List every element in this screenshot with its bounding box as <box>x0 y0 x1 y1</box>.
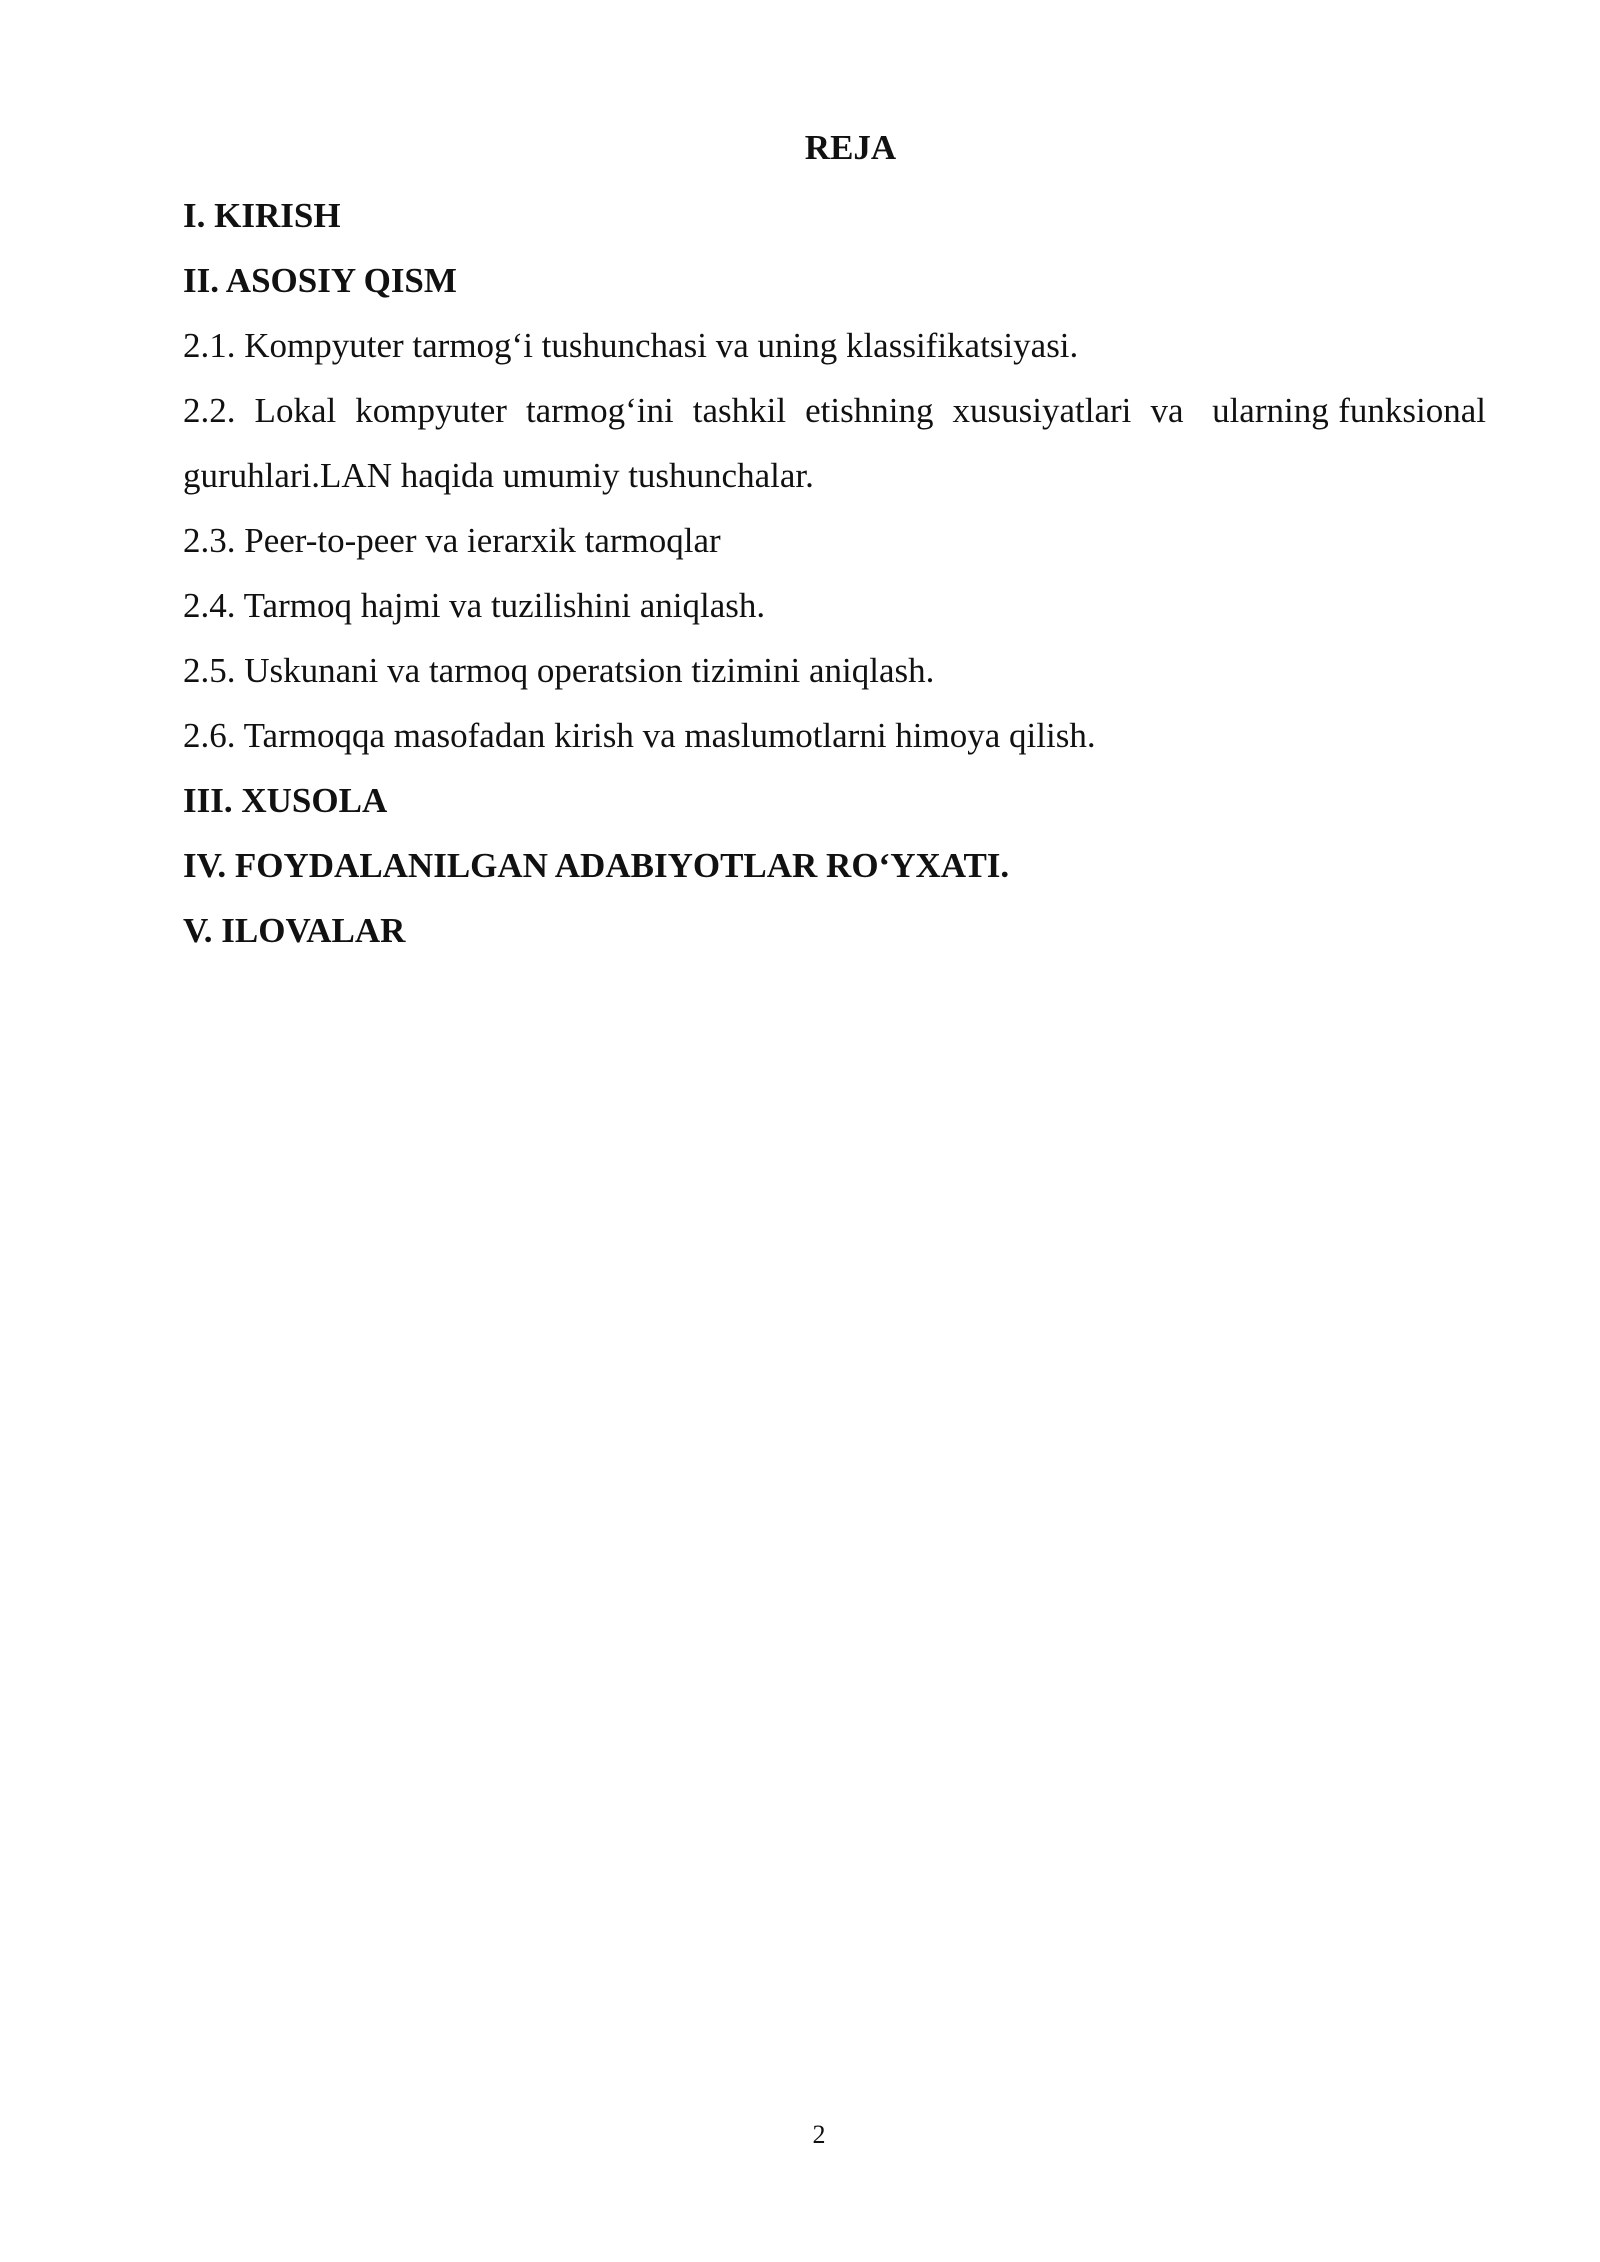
subsection-2-1: 2.1. Kompyuter tarmog‘i tushunchasi va uning klassifikatsiyasi. <box>183 326 1079 365</box>
section-appendices: V. ILOVALAR <box>183 911 406 950</box>
subsection-2-4: 2.4. Tarmoq hajmi va tuzilishini aniqlash. <box>183 586 766 625</box>
section-main-part: II. ASOSIY QISM <box>183 261 457 300</box>
page-title: REJA <box>804 128 897 167</box>
subsection-2-6: 2.6. Tarmoqqa masofadan kirish va maslumotlarni himoya qilish. <box>183 716 1096 755</box>
page-number: 2 <box>812 2120 826 2149</box>
subsection-2-3: 2.3. Peer-to-peer va ierarxik tarmoqlar <box>183 521 721 560</box>
section-references: IV. FOYDALANILGAN ADABIYOTLAR RO‘YXATI. <box>183 846 1010 885</box>
section-introduction: I. KIRISH <box>183 196 341 235</box>
plan-content <box>183 118 1495 963</box>
subsection-2-5: 2.5. Uskunani va tarmoq operatsion tizimini aniqlash. <box>183 651 935 690</box>
subsection-2-2: 2.2. Lokal kompyuter tarmog‘ini tashkil etishning xususiyatlari va ularning funksional guruhlari.LAN haqida umumiy tushunchalar. <box>183 391 1495 495</box>
section-conclusion: III. XUSOLA <box>183 781 388 820</box>
